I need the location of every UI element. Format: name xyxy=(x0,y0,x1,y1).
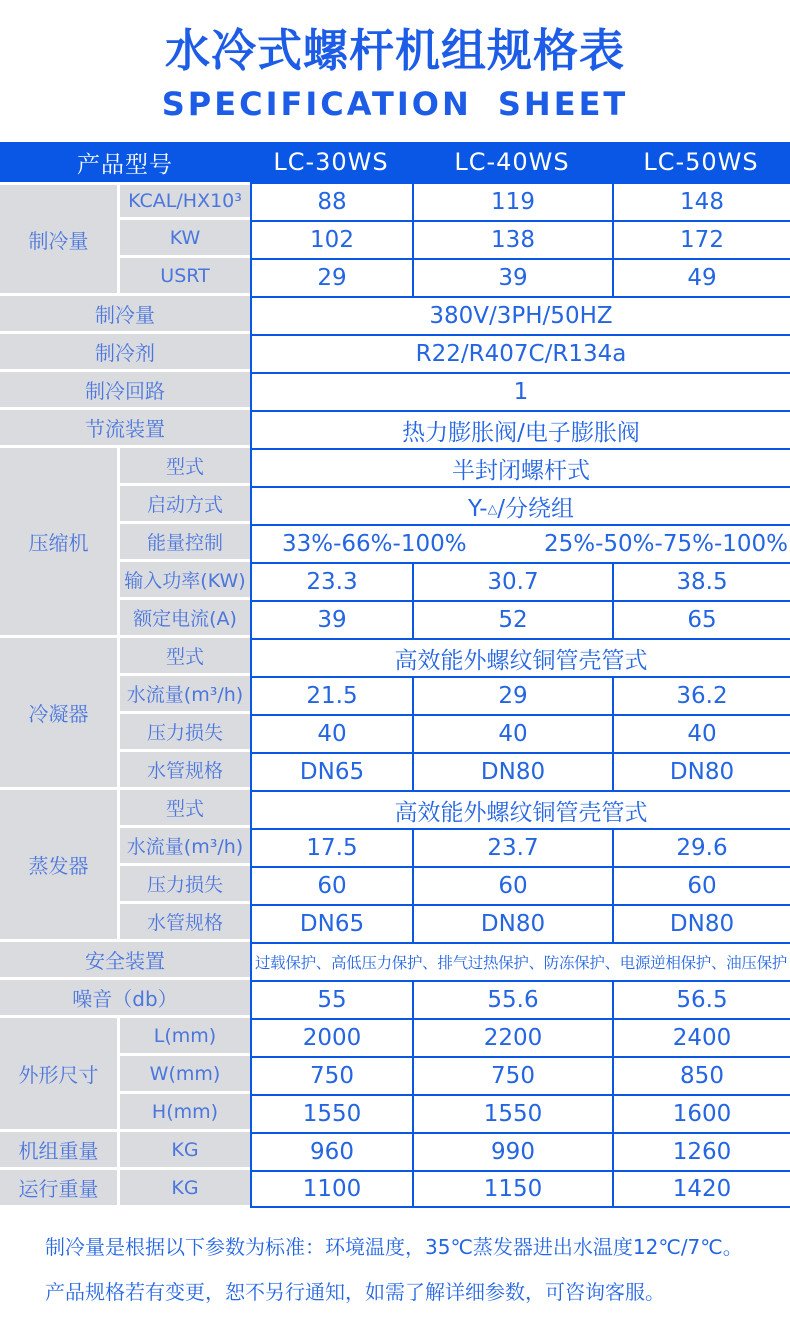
group-label: 安全装置 xyxy=(0,942,250,980)
group-label: 制冷量 xyxy=(0,182,120,296)
spec-value-cell: 850 xyxy=(612,1056,790,1094)
spec-value-cell: DN65 xyxy=(250,904,412,942)
table-row xyxy=(0,790,790,828)
spec-value-cell: DN65 xyxy=(250,752,412,790)
footer-note-line1: 制冷量是根据以下参数为标准：环境温度，35℃蒸发器进出水温度12℃/7℃。 xyxy=(45,1235,743,1260)
row-label: 水管规格 xyxy=(120,904,250,942)
spec-value-cell: 148 xyxy=(612,182,790,220)
row-label: KG xyxy=(120,1170,250,1208)
model-header-lc40ws: LC-40WS xyxy=(412,142,612,182)
row-label: 型式 xyxy=(120,448,250,486)
spec-value: 25%-50%-75%-100% xyxy=(543,531,788,558)
row-label: 水流量(m³/h) xyxy=(120,676,250,714)
spec-value-cell: 1100 xyxy=(250,1170,412,1208)
spec-value-cell: 40 xyxy=(612,714,790,752)
spec-value-cell: 990 xyxy=(412,1132,612,1170)
row-label: KCAL/HX10³ xyxy=(120,182,250,220)
spec-value-cell: 23.7 xyxy=(412,828,612,866)
spec-value-cell: 40 xyxy=(412,714,612,752)
footer-note-line2: 产品规格若有变更，恕不另行通知，如需了解详细参数，可咨询客服。 xyxy=(45,1280,665,1305)
group-label: 机组重量 xyxy=(0,1132,120,1170)
spec-value-cell: 1 xyxy=(250,372,790,410)
spec-value-cell: R22/R407C/R134a xyxy=(250,334,790,372)
table-row xyxy=(0,1170,790,1208)
table-row xyxy=(0,638,790,676)
spec-value-cell: 52 xyxy=(412,600,612,638)
spec-value-cell: 过载保护、高低压力保护、排气过热保护、防冻保护、电源逆相保护、油压保护 xyxy=(250,942,790,980)
spec-value-cell: 750 xyxy=(412,1056,612,1094)
spec-value-cell: 60 xyxy=(612,866,790,904)
spec-value-cell: 29.6 xyxy=(612,828,790,866)
spec-value-cell xyxy=(250,524,790,562)
spec-value-cell: 119 xyxy=(412,182,612,220)
group-label: 节流装置 xyxy=(0,410,250,448)
spec-table xyxy=(0,142,790,1208)
spec-value-cell: 热力膨胀阀/电子膨胀阀 xyxy=(250,410,790,448)
spec-value-cell: 49 xyxy=(612,258,790,296)
row-label: 输入功率(KW) xyxy=(120,562,250,600)
delta-symbol: △ xyxy=(487,501,498,517)
row-label: KG xyxy=(120,1132,250,1170)
spec-value-cell: DN80 xyxy=(612,904,790,942)
group-label: 冷凝器 xyxy=(0,638,120,790)
table-row xyxy=(0,980,790,1018)
group-label: 运行重量 xyxy=(0,1170,120,1208)
spec-value-cell: 29 xyxy=(250,258,412,296)
spec-value-cell: 高效能外螺纹铜管壳管式 xyxy=(250,790,790,828)
row-label: 型式 xyxy=(120,638,250,676)
table-row xyxy=(0,942,790,980)
row-label: 能量控制 xyxy=(120,524,250,562)
group-label: 制冷剂 xyxy=(0,334,250,372)
spec-value-cell: 1420 xyxy=(612,1170,790,1208)
model-header-lc50ws: LC-50WS xyxy=(612,142,790,182)
row-label: USRT xyxy=(120,258,250,296)
row-label: 启动方式 xyxy=(120,486,250,524)
spec-value-cell: DN80 xyxy=(612,752,790,790)
spec-value-cell: 60 xyxy=(412,866,612,904)
spec-value-cell: 23.3 xyxy=(250,562,412,600)
page-subtitle: SPECIFICATION SHEET xyxy=(161,85,629,124)
table-row xyxy=(0,1018,790,1056)
group-label: 制冷量 xyxy=(0,296,250,334)
spec-value-cell: 17.5 xyxy=(250,828,412,866)
row-label: 水管规格 xyxy=(120,752,250,790)
spec-value-cell: 29 xyxy=(412,676,612,714)
spec-value-cell: 2000 xyxy=(250,1018,412,1056)
spec-value-cell: 102 xyxy=(250,220,412,258)
spec-value-cell: 39 xyxy=(412,258,612,296)
spec-value-cell: 60 xyxy=(250,866,412,904)
table-row xyxy=(0,1132,790,1170)
spec-value-cell: 750 xyxy=(250,1056,412,1094)
spec-value-cell: 960 xyxy=(250,1132,412,1170)
spec-value-cell: 21.5 xyxy=(250,676,412,714)
spec-value-cell: 138 xyxy=(412,220,612,258)
product-model-header: 产品型号 xyxy=(0,142,250,182)
table-header-row xyxy=(0,142,790,182)
table-row xyxy=(0,182,790,220)
spec-value-cell: 172 xyxy=(612,220,790,258)
spec-value-cell: 1150 xyxy=(412,1170,612,1208)
row-label: KW xyxy=(120,220,250,258)
spec-value-cell: 1550 xyxy=(250,1094,412,1132)
spec-value-cell: 36.2 xyxy=(612,676,790,714)
spec-value-cell: 65 xyxy=(612,600,790,638)
spec-value-cell: 2200 xyxy=(412,1018,612,1056)
spec-value-cell: 39 xyxy=(250,600,412,638)
spec-value-cell: 380V/3PH/50HZ xyxy=(250,296,790,334)
spec-value-cell: 1550 xyxy=(412,1094,612,1132)
spec-value-cell: 1600 xyxy=(612,1094,790,1132)
spec-value-cell: 88 xyxy=(250,182,412,220)
spec-value: 33%-66%-100% xyxy=(282,531,467,558)
row-label: L(mm) xyxy=(120,1018,250,1056)
spec-value-cell: 半封闭螺杆式 xyxy=(250,448,790,486)
group-label: 制冷回路 xyxy=(0,372,250,410)
spec-value-cell: 高效能外螺纹铜管壳管式 xyxy=(250,638,790,676)
group-label: 外形尺寸 xyxy=(0,1018,120,1132)
table-row xyxy=(0,448,790,486)
spec-value-cell: Y-△/分绕组 xyxy=(250,486,790,524)
row-label: 压力损失 xyxy=(120,714,250,752)
row-label: 额定电流(A) xyxy=(120,600,250,638)
table-row xyxy=(0,410,790,448)
spec-value-cell: 55.6 xyxy=(412,980,612,1018)
row-label: W(mm) xyxy=(120,1056,250,1094)
spec-value-cell: 38.5 xyxy=(612,562,790,600)
row-label: 型式 xyxy=(120,790,250,828)
table-row xyxy=(0,334,790,372)
footer-notes xyxy=(45,1234,790,1305)
page-title: 水冷式螺杆机组规格表 xyxy=(164,24,625,77)
table-row xyxy=(0,296,790,334)
spec-value-cell: 2400 xyxy=(612,1018,790,1056)
group-label: 蒸发器 xyxy=(0,790,120,942)
group-label: 噪音（db） xyxy=(0,980,250,1018)
row-label: 压力损失 xyxy=(120,866,250,904)
spec-value-cell: DN80 xyxy=(412,752,612,790)
spec-value-cell: 30.7 xyxy=(412,562,612,600)
row-label: H(mm) xyxy=(120,1094,250,1132)
group-label: 压缩机 xyxy=(0,448,120,638)
spec-value-cell: 56.5 xyxy=(612,980,790,1018)
row-label: 水流量(m³/h) xyxy=(120,828,250,866)
spec-value-cell: DN80 xyxy=(412,904,612,942)
spec-value-cell: 40 xyxy=(250,714,412,752)
spec-value-cell: 1260 xyxy=(612,1132,790,1170)
spec-value-cell: 55 xyxy=(250,980,412,1018)
table-row xyxy=(0,372,790,410)
model-header-lc30ws: LC-30WS xyxy=(250,142,412,182)
